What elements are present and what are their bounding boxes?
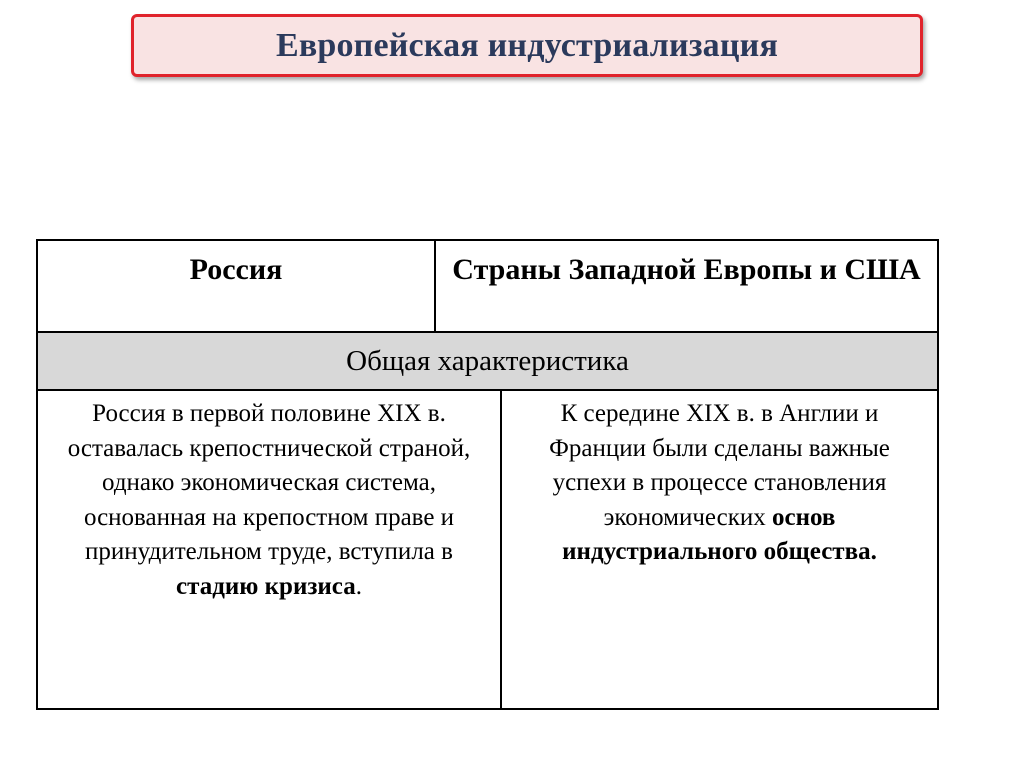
west-text-start: К середине XIX в. в Англии и Франции были сделаны важные успехи в процессе становления экономических bbox=[549, 400, 890, 531]
cell-west-characteristic bbox=[502, 391, 937, 708]
title-banner bbox=[131, 14, 923, 77]
west-text-bold: основ индустриального общества. bbox=[562, 503, 877, 565]
header-cell-russia bbox=[38, 241, 436, 331]
table-header-row bbox=[38, 241, 937, 333]
header-west-text: Страны Западной Европы и США bbox=[452, 253, 921, 286]
comparison-table bbox=[36, 239, 939, 710]
table-subheader-row bbox=[38, 333, 937, 391]
slide-title: Европейская индустриализация bbox=[275, 26, 779, 64]
header-russia-text: Россия bbox=[189, 253, 283, 286]
cell-russia-characteristic bbox=[38, 391, 502, 708]
subheader-text: Общая характеристика bbox=[346, 344, 629, 377]
header-cell-west bbox=[436, 241, 937, 331]
table-body-row bbox=[38, 391, 937, 708]
russia-text-start: Россия в первой половине XIX в. оставалась крепостнической страной, однако экономическая система, основанная на крепостном праве и принудительном труде, вступила в bbox=[67, 400, 471, 565]
russia-text-bold: стадию кризиса bbox=[176, 572, 356, 600]
russia-text-end: . bbox=[355, 572, 362, 600]
